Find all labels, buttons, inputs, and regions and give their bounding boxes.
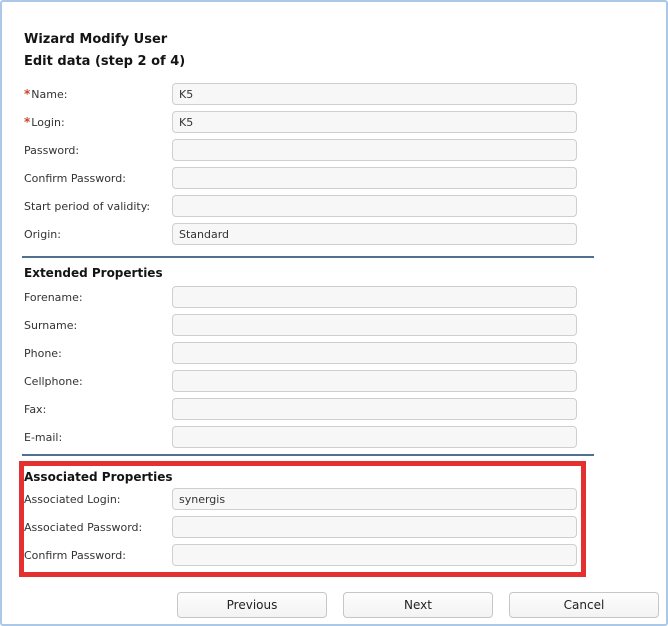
previous-button[interactable]: Previous [177,592,327,618]
form-row-cellphone [2,367,666,395]
confirm-password-input[interactable] [172,167,577,189]
associated-login-input[interactable] [172,488,577,510]
associated-confirm-password-input[interactable] [172,544,577,566]
required-asterisk-icon: * [24,115,31,129]
required-asterisk-icon: * [24,87,31,101]
cellphone-label: Cellphone: [24,374,83,388]
form-row-origin [2,220,666,248]
cancel-button[interactable]: Cancel [509,592,659,618]
fax-label: Fax: [24,402,47,416]
phone-input[interactable] [172,342,577,364]
name-label: *Name: [24,87,68,101]
extended-properties-section [2,266,666,451]
basic-fields-section [2,80,666,248]
phone-label: Phone: [24,346,62,360]
associated-password-input[interactable] [172,516,577,538]
form-row-fax [2,395,666,423]
associated-password-label: Associated Password: [24,520,143,534]
page-title: Wizard Modify User [24,32,168,47]
extended-properties-heading: Extended Properties [24,266,163,280]
associated-login-label: Associated Login: [24,492,121,506]
form-row-confirm-password [2,164,666,192]
confirm-password-label: Confirm Password: [24,171,126,185]
fax-input[interactable] [172,398,577,420]
section-divider [22,256,594,258]
validity-start-input[interactable] [172,195,577,217]
form-row-forename [2,283,666,311]
surname-label: Surname: [24,318,78,332]
form-row-login [2,108,666,136]
surname-input[interactable] [172,314,577,336]
form-row-associated-confirm-password [24,541,581,569]
form-row-associated-login [24,485,581,513]
forename-input[interactable] [172,286,577,308]
form-row-email [2,423,666,451]
form-row-validity-start [2,192,666,220]
red-highlight-annotation [19,461,586,577]
wizard-header [24,29,666,73]
form-row-name [2,80,666,108]
associated-properties-heading: Associated Properties [24,470,173,484]
form-row-password [2,136,666,164]
login-label: *Login: [24,115,65,129]
cellphone-input[interactable] [172,370,577,392]
origin-label: Origin: [24,227,61,241]
password-label: Password: [24,143,80,157]
name-input[interactable] [172,83,577,105]
wizard-button-row [2,592,659,618]
section-divider [22,454,594,456]
form-row-surname [2,311,666,339]
form-row-associated-password [24,513,581,541]
associated-confirm-password-label: Confirm Password: [24,548,126,562]
email-input[interactable] [172,426,577,448]
validity-start-label: Start period of validity: [24,199,151,213]
next-button[interactable]: Next [343,592,493,618]
origin-input[interactable] [172,223,577,245]
step-subtitle: Edit data (step 2 of 4) [24,54,186,69]
email-label: E-mail: [24,430,63,444]
password-input[interactable] [172,139,577,161]
forename-label: Forename: [24,290,83,304]
form-row-phone [2,339,666,367]
login-input[interactable] [172,111,577,133]
